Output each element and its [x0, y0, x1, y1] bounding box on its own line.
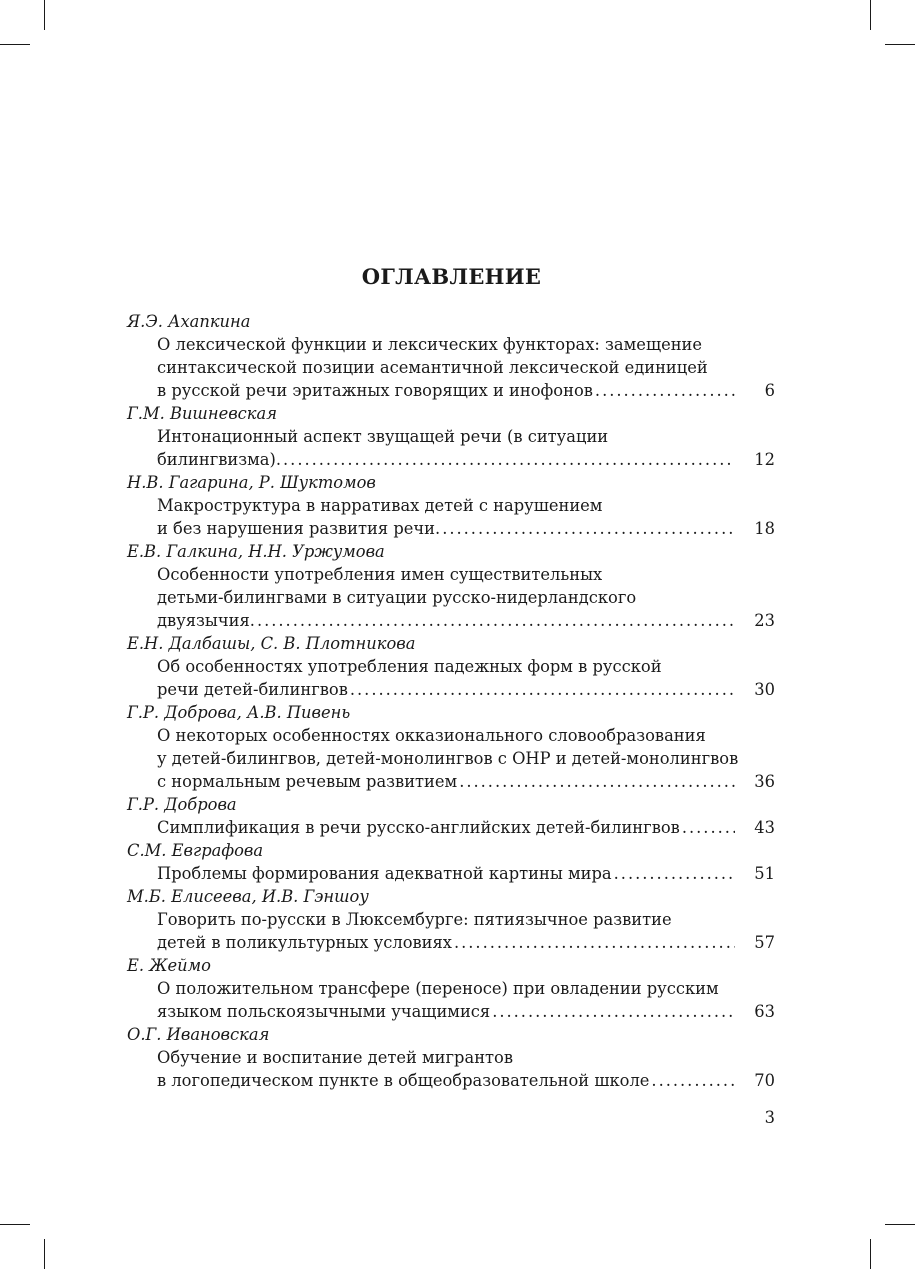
crop-mark [44, 0, 45, 30]
toc-entry [127, 701, 775, 793]
toc-title-text: Симплификация в речи русско-английских детей-билингвов [157, 818, 680, 837]
crop-mark [885, 44, 915, 45]
toc-title-last-line [127, 862, 775, 885]
dot-leader [595, 379, 735, 402]
toc-title-line: синтаксической позиции асемантичной лексической единицей [157, 358, 708, 377]
page-title: ОГЛАВЛЕНИЕ [361, 264, 542, 289]
toc-page-number: 36 [754, 772, 775, 791]
toc-entry [127, 540, 775, 632]
toc-title-text: в логопедическом пункте в общеобразовательной школе [157, 1071, 650, 1090]
toc-author: С.М. Евграфова [127, 841, 264, 860]
toc-title-last-line [127, 609, 775, 632]
toc-title-text: в русской речи эритажных говорящих и инофонов [157, 381, 593, 400]
table-of-contents [127, 310, 775, 1092]
dot-leader [257, 609, 735, 632]
toc-title-line: О положительном трансфере (переносе) при овладении русским [157, 979, 719, 998]
toc-entry [127, 839, 775, 885]
toc-page-number: 18 [754, 519, 775, 538]
toc-title-line: О некоторых особенностях окказионального словообразования [157, 726, 706, 745]
toc-title-line: О лексической функции и лексических функторах: замещение [157, 335, 703, 354]
toc-title-text: Проблемы формирования адекватной картины мира [157, 864, 612, 883]
toc-title-line: Особенности употребления имен существительных [157, 565, 603, 584]
toc-title-last-line [127, 1000, 775, 1023]
toc-title-last-line [127, 379, 775, 402]
toc-author: Г.Р. Доброва [127, 795, 237, 814]
toc-page-number: 70 [754, 1071, 775, 1090]
toc-author: Н.В. Гагарина, Р. Шуктомов [127, 473, 376, 492]
toc-page-number: 6 [764, 381, 775, 400]
toc-title-last-line [127, 448, 775, 471]
toc-title-line: Об особенностях употребления падежных форм в русской [157, 657, 662, 676]
toc-page-number: 12 [754, 450, 775, 469]
toc-author: О.Г. Ивановская [127, 1025, 270, 1044]
toc-title-text: билингвизма). [157, 450, 282, 469]
crop-mark [870, 0, 871, 30]
toc-entry [127, 954, 775, 1023]
toc-page-number: 51 [754, 864, 775, 883]
toc-page-number: 23 [754, 611, 775, 630]
toc-title-line: Обучение и воспитание детей мигрантов [157, 1048, 514, 1067]
toc-author: Е.В. Галкина, Н.Н. Уржумова [127, 542, 385, 561]
dot-leader [682, 816, 735, 839]
toc-page-number: 43 [754, 818, 775, 837]
toc-entry [127, 793, 775, 839]
crop-mark [870, 1239, 871, 1269]
toc-author: Г.Р. Доброва, А.В. Пивень [127, 703, 351, 722]
toc-title-text: речи детей-билингвов [157, 680, 348, 699]
crop-mark [44, 1239, 45, 1269]
toc-title-line: у детей-билингвов, детей-монолингвов с ОНР и детей-монолингвов [157, 749, 739, 768]
dot-leader [350, 678, 735, 701]
toc-entry [127, 632, 775, 701]
toc-title-line: Говорить по-русски в Люксембурге: пятиязычное развитие [157, 910, 672, 929]
toc-title-text: двуязычия. [157, 611, 255, 630]
toc-title-text: языком польскоязычными учащимися [157, 1002, 491, 1021]
toc-page-number: 30 [754, 680, 775, 699]
toc-title-text: и без нарушения развития речи. [157, 519, 441, 538]
toc-entry [127, 1023, 775, 1092]
dot-leader [442, 517, 735, 540]
page-number: 3 [764, 1108, 775, 1127]
toc-title-last-line [127, 517, 775, 540]
toc-title-last-line [127, 1069, 775, 1092]
toc-author: Е.Н. Далбашы, С. В. Плотникова [127, 634, 416, 653]
toc-entry [127, 310, 775, 402]
dot-leader [614, 862, 735, 885]
toc-title-last-line [127, 678, 775, 701]
toc-entry [127, 885, 775, 954]
toc-author: Е. Жеймо [127, 956, 211, 975]
crop-mark [885, 1224, 915, 1225]
toc-author: Я.Э. Ахапкина [127, 312, 251, 331]
toc-title-last-line [127, 770, 775, 793]
toc-title-last-line [127, 816, 775, 839]
toc-title-text: с нормальным речевым развитием [157, 772, 458, 791]
toc-entry [127, 402, 775, 471]
toc-title-line: детьми-билингвами в ситуации русско-нидерландского [157, 588, 637, 607]
toc-title-last-line [127, 931, 775, 954]
toc-page-number: 63 [754, 1002, 775, 1021]
toc-title-text: детей в поликультурных условиях [157, 933, 452, 952]
toc-page-number: 57 [754, 933, 775, 952]
toc-author: Г.М. Вишневская [127, 404, 278, 423]
toc-entry [127, 471, 775, 540]
dot-leader [492, 1000, 735, 1023]
toc-title-line: Интонационный аспект звущащей речи (в ситуации [157, 427, 609, 446]
crop-mark [0, 44, 30, 45]
toc-title-line: Макроструктура в нарративах детей с нарушением [157, 496, 603, 515]
dot-leader [283, 448, 735, 471]
crop-mark [0, 1224, 30, 1225]
dot-leader [651, 1069, 735, 1092]
dot-leader [459, 770, 735, 793]
toc-author: М.Б. Елисеева, И.В. Гэншоу [127, 887, 369, 906]
dot-leader [454, 931, 735, 954]
